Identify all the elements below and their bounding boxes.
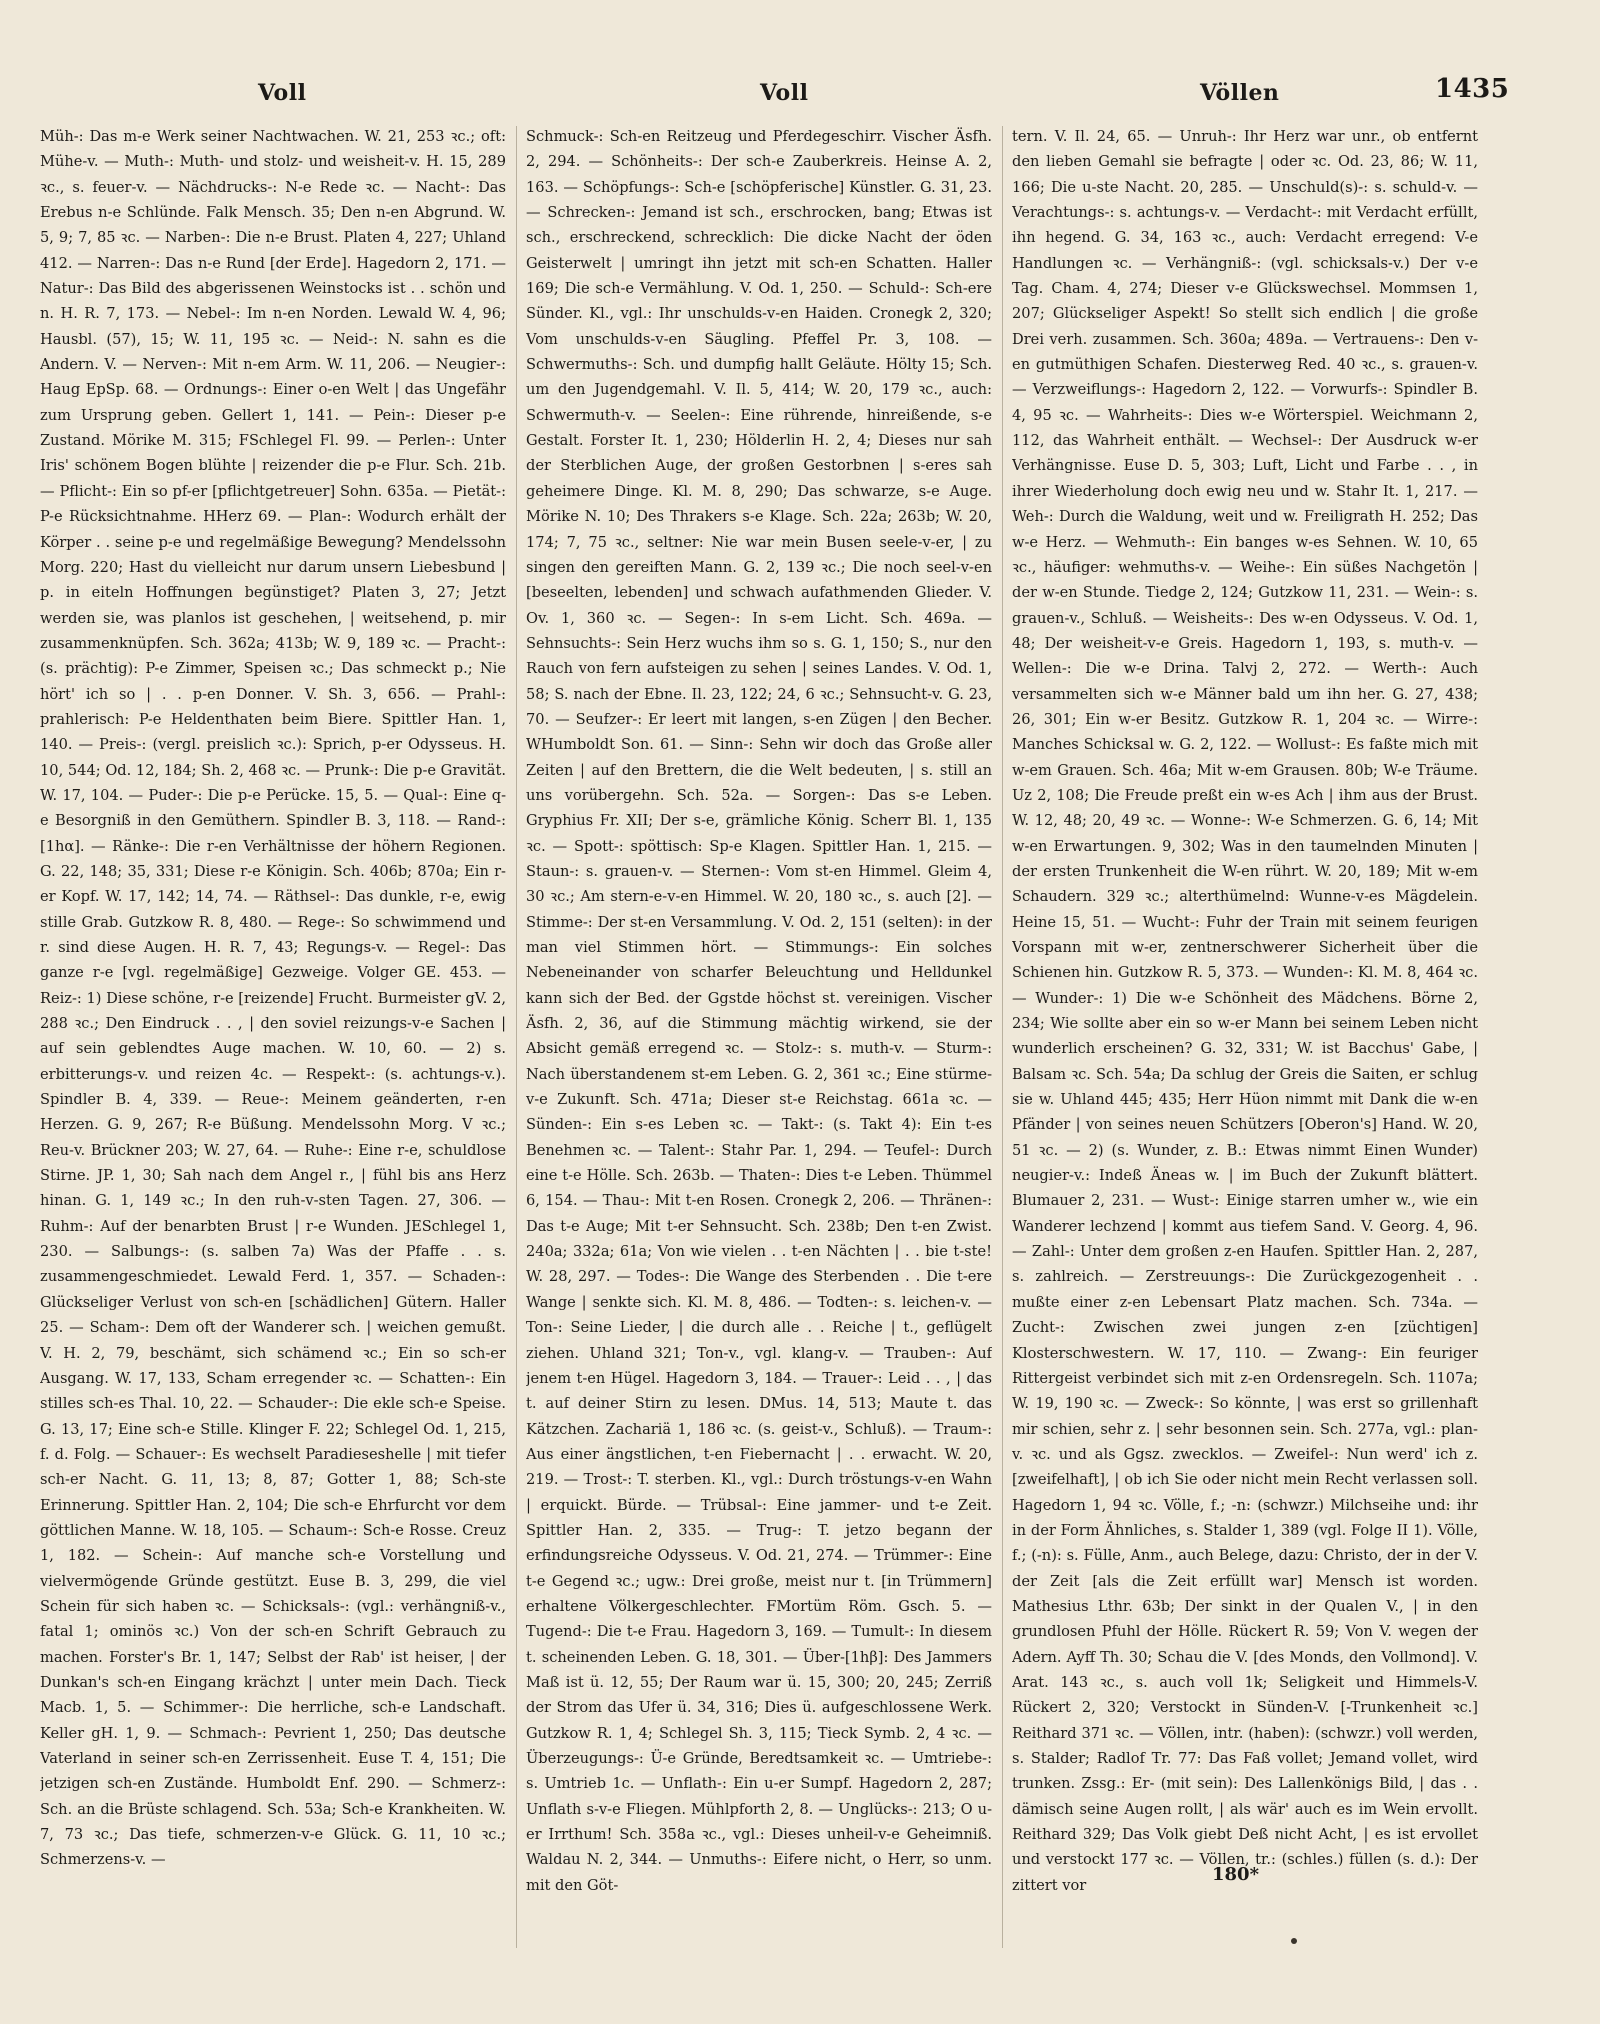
column-2: Schmuck-: Sch-en Reitzeug und Pferdegeschirr. Vischer Äsfh. 2, 294. — Schönheits-: Der sch-e Zauberkreis. Heinse A. 2, 163. — Schöpfungs-: Sch-e [schöpferische] Künstler. G. 31, 23. — Schrecken-: Jemand ist sch., erschrocken, bang; Etwas ist sch., erschreckend, schrecklich: Die dicke Nacht der öden Geisterwelt | umringt ihn jetzt mit sch-en Schatten. Haller 169; Die sch-e Vermählung. V. Od. 1, 250. — Schuld-: Sch-ere Sünder. Kl., vgl.: Ihr unschulds-v-en Haiden. Cronegk 2, 320; Vom unschulds-v-en Säugling. Pfeffel Pr. 3, 108. — Schwermuths-: Sch. und dumpfig hallt Geläute. Hölty 15; Sch. um den Jugendgemahl. V. Il. 5, 414; W. 20, 179 ꝛc., auch: Schwermuth-v. — Seelen-: Eine rührende, hinreißende, s-e Gestalt. Forster It. 1, 230; Hölderlin H. 2, 4; Dieses nur sah der Sterblichen Auge, der großen Gestorbnen | s-eres sah geheimere Dinge. Kl. M. 8, 290; Das schwarze, s-e Auge. Mörike N. 10; Des Thrakers s-e Klage. Sch. 22a; 263b; W. 20, 174; 7, 75 ꝛc., seltner: Nie war mein Busen seele-v-er, | zu singen den gereiften Mann. G. 2, 139 ꝛc.; Die noch seel-v-en [beseelten, lebenden] und schwach aufathmenden Glieder. V. Ov. 1, 360 ꝛc. — Segen-: In s-em Licht. Sch. 469a. — Sehnsuchts-: Sein Herz wuchs ihm so s. G. 1, 150; S., nur den Rauch von fern aufsteigen zu sehen | seines Landes. V. Od. 1, 58; S. nach der Ebne. Il. 23, 122; 24, 6 ꝛc.; Sehnsucht-v. G. 23, 70. — Seufzer-: Er leert mit langen, s-en Zügen | den Becher. WHumboldt Son. 61. — Sinn-: Sehn wir doch das Große aller Zeiten | auf den Brettern, die die Welt bedeuten, | s. still an uns vorübergehn. Sch. 52a. — Sorgen-: Das s-e Leben. Gryphius Fr. XII; Der s-e, grämliche König. Scherr Bl. 1, 135 ꝛc. — Spott-: spöttisch: Sp-e Klagen. Spittler Han. 1, 215. — Staun-: s. grauen-v. — Sternen-: Vom st-en Himmel. Gleim 4, 30 ꝛc.; Am stern-e-v-en Himmel. W. 20, 180 ꝛc., s. auch [2]. — Stimme-: Der st-en Versammlung. V. Od. 2, 151 (selten): in der man viel Stimmen hört. — Stimmungs-: Ein solches Nebeneinander von scharfer Beleuchtung und Helldunkel kann sich der Bed. der Ggstde höchst st. vereinigen. Vischer Äsfh. 2, 36, auf die Stimmung mächtig wirkend, sie der Absicht gemäß erregend ꝛc. — Stolz-: s. muth-v. — Sturm-: Nach überstandenem st-em Leben. G. 2, 361 ꝛc.; Eine stürme-v-e Zukunft. Sch. 471a; Dieser st-e Reichstag. 661a ꝛc. — Sünden-: Ein s-es Leben ꝛc. — Takt-: (s. Takt 4): Ein t-es Benehmen ꝛc. — Talent-: Stahr Par. 1, 294. — Teufel-: Durch eine t-e Hölle. Sch. 263b. — Thaten-: Dies t-e Leben. Thümmel 6, 154. — Thau-: Mit t-en Rosen. Cronegk 2, 206. — Thränen-: Das t-e Auge; Mit t-er Sehnsucht. Sch. 238b; Den t-en Zwist. 240a; 332a; 61a; Von wie vielen . . t-en Nächten | . . bie t-ste! W. 28, 297. — Todes-: Die Wange des Sterbenden . . Die t-ere Wange | senkte sich. Kl. M. 8, 486. — Todten-: s. leichen-v. — Ton-: Seine Lieder, | die durch alle . . Reiche | t., geflügelt ziehen. Uhland 321; Ton-v., vgl. klang-v. — Trauben-: Auf jenem t-en Hügel. Hagedorn 3, 184. — Trauer-: Leid . . , | das t. auf deiner Stirn zu lesen. DMus. 14, 513; Maute t. das Kätzchen. Zachariä 1, 186 ꝛc. (s. geist-v., Schluß). — Traum-: Aus einer ängstlichen, t-en Fiebernacht | . . erwacht. W. 20, 219. — Trost-: T. sterben. Kl., vgl.: Durch tröstungs-v-en Wahn | erquickt. Bürde. — Trübsal-: Eine jammer- und t-e Zeit. Spittler Han. 2, 335. — Trug-: T. jetzo begann der erfindungsreiche Odysseus. V. Od. 21, 274. — Trümmer-: Eine t-e Gegend ꝛc.; ugw.: Drei große, meist nur t. [in Trümmern] erhaltene Völkergeschlechter. FMortüm Röm. Gsch. 5. — Tugend-: Die t-e Frau. Hagedorn 3, 169. — Tumult-: In diesem t. scheinenden Leben. G. 18, 301. — Über-[1hβ]: Des Jammers Maß ist ü. 12, 55; Der Raum war ü. 15, 300; 20, 245; Zerriß der Strom das Ufer ü. 34, 316; Dies ü. aufgeschlossene Werk. Gutzkow R. 1, 4; Schlegel Sh. 3, 115; Tieck Symb. 2, 4 ꝛc. — Überzeugungs-: Ü-e Gründe, Beredtsamkeit ꝛc. — Umtriebe-: s. Umtrieb 1c. — Unflath-: Ein u-er Sumpf. Hagedorn 2, 287; Unflath s-v-e Fliegen. Mühlpforth 2, 8. — Unglücks-: 213; O u-er Irrthum! Sch. 358a ꝛc., vgl.: Dieses unheil-v-e Geheimniß. Waldau N. 2, 344. — Unmuths-: Eifere nicht, o Herr, so unm. mit den Göt- <box>526 128 992 1894</box>
signature-mark: 180* <box>1212 1864 1259 1885</box>
column-1: Müh-: Das m-e Werk seiner Nachtwachen. W. 21, 253 ꝛc.; oft: Mühe-v. — Muth-: Muth- und stolz- und weisheit-v. H. 15, 289 ꝛc., s. feuer-v. — Nächdrucks-: N-e Rede ꝛc. — Nacht-: Das Erebus n-e Schlünde. Falk Mensch. 35; Den n-en Abgrund. W. 5, 9; 7, 85 ꝛc. — Narben-: Die n-e Brust. Platen 4, 227; Uhland 412. — Narren-: Das n-e Rund [der Erde]. Hagedorn 2, 171. — Natur-: Das Bild des abgerissenen Weinstocks ist . . schön und n. H. R. 7, 173. — Nebel-: Im n-en Norden. Lewald W. 4, 96; Hausbl. (57), 15; W. 11, 195 ꝛc. — Neid-: N. sahn es die Andern. V. — Nerven-: Mit n-em Arm. W. 11, 206. — Neugier-: Haug EpSp. 68. — Ordnungs-: Einer o-en Welt | das Ungefähr zum Ursprung geben. Gellert 1, 141. — Pein-: Dieser p-e Zustand. Mörike M. 315; FSchlegel Fl. 99. — Perlen-: Unter Iris' schönem Bogen blühte | reizender die p-e Flur. Sch. 21b. — Pflicht-: Ein so pf-er [pflichtgetreuer] Sohn. 635a. — Pietät-: P-e Rücksichtnahme. HHerz 69. — Plan-: Wodurch erhält der Körper . . seine p-e und regelmäßige Bewegung? Mendelssohn Morg. 220; Hast du vielleicht nur darum unsern Liebesbund | p. in eiteln Hoffnungen begünstiget? Platen 3, 27; Jetzt werden sie, was planlos ist geschehen, | weitsehend, p. mir zusammenknüpfen. Sch. 362a; 413b; W. 9, 189 ꝛc. — Pracht-: (s. prächtig): P-e Zimmer, Speisen ꝛc.; Das schmeckt p.; Nie hört' ich so | . . p-en Donner. V. Sh. 3, 656. — Prahl-: prahlerisch: P-e Heldenthaten beim Biere. Spittler Han. 1, 140. — Preis-: (vergl. preislich ꝛc.): Sprich, p-er Odysseus. H. 10, 544; Od. 12, 184; Sh. 2, 468 ꝛc. — Prunk-: Die p-e Gravität. W. 17, 104. — Puder-: Die p-e Perücke. 15, 5. — Qual-: Eine q-e Besorgniß in den Gemüthern. Spindler B. 3, 118. — Rand-: [1hα]. — Ränke-: Die r-en Verhältnisse der höhern Regionen. G. 22, 148; 35, 331; Diese r-e Königin. Sch. 406b; 870a; Ein r-er Kopf. W. 17, 142; 14, 74. — Räthsel-: Das dunkle, r-e, ewig stille Grab. Gutzkow R. 8, 480. — Rege-: So schwimmend und r. sind diese Augen. H. R. 7, 43; Regungs-v. — Regel-: Das ganze r-e [vgl. regelmäßige] Gezweige. Volger GE. 453. — Reiz-: 1) Diese schöne, r-e [reizende] Frucht. Burmeister gV. 2, 288 ꝛc.; Den Eindruck . . , | den soviel reizungs-v-e Sachen | auf sein geblendtes Auge machen. W. 10, 60. — 2) s. erbitterungs-v. und reizen 4c. — Respekt-: (s. achtungs-v.). Spindler B. 4, 339. — Reue-: Meinem geänderten, r-en Herzen. G. 9, 267; R-e Büßung. Mendelssohn Morg. V ꝛc.; Reu-v. Brückner 203; W. 27, 64. — Ruhe-: Eine r-e, schuldlose Stirne. JP. 1, 30; Sah nach dem Angel r., | fühl bis ans Herz hinan. G. 1, 149 ꝛc.; In den ruh-v-sten Tagen. 27, 306. — Ruhm-: Auf der benarbten Brust | r-e Wunden. JESchlegel 1, 230. — Salbungs-: (s. salben 7a) Was der Pfaffe . . s. zusammengeschmiedet. Lewald Ferd. 1, 357. — Schaden-: Glückseliger Verlust von sch-en [schädlichen] Gütern. Haller 25. — Scham-: Dem oft der Wanderer sch. | weichen gemußt. V. H. 2, 79, beschämt, sich schämend ꝛc.; Ein so sch-er Ausgang. W. 17, 133, Scham erregender ꝛc. — Schatten-: Ein stilles sch-es Thal. 10, 22. — Schauder-: Die ekle sch-e Speise. G. 13, 17; Eine sch-e Stille. Klinger F. 22; Schlegel Od. 1, 215, f. d. Folg. — Schauer-: Es wechselt Paradieseshelle | mit tiefer sch-er Nacht. G. 11, 13; 8, 87; Gotter 1, 88; Sch-ste Erinnerung. Spittler Han. 2, 104; Die sch-e Ehrfurcht vor dem göttlichen Manne. W. 18, 105. — Schaum-: Sch-e Rosse. Creuz 1, 182. — Schein-: Auf manche sch-e Vorstellung und vielvermögende Gründe gestützt. Euse B. 3, 299, die viel Schein für sich haben ꝛc. — Schicksals-: (vgl.: verhängniß-v., fatal 1; ominös ꝛc.) Von der sch-en Schrift Gebrauch zu machen. Forster's Br. 1, 147; Selbst der Rab' ist heiser, | der Dunkan's sch-en Eingang krächzt | unter mein Dach. Tieck Macb. 1, 5. — Schimmer-: Die herrliche, sch-e Landschaft. Keller gH. 1, 9. — Schmach-: Pevrient 1, 250; Das deutsche Vaterland in seiner sch-en Zerrissenheit. Euse T. 4, 151; Die jetzigen sch-en Zustände. Humboldt Enf. 290. — Schmerz-: Sch. an die Brüste schlagend. Sch. 53a; Sch-e Krankheiten. W. 7, 73 ꝛc.; Das tiefe, schmerzen-v-e Glück. G. 11, 10 ꝛc.; Schmerzens-v. — <box>40 128 506 1869</box>
column-divider <box>516 126 517 1948</box>
header-left-catchword: Voll <box>258 80 307 106</box>
column-3: tern. V. Il. 24, 65. — Unruh-: Ihr Herz war unr., ob entfernt den lieben Gemahl sie befragte | oder ꝛc. Od. 23, 86; W. 11, 166; Die u-ste Nacht. 20, 285. — Unschuld(s)-: s. schuld-v. — Verachtungs-: s. achtungs-v. — Verdacht-: mit Verdacht erfüllt, ihn hegend. G. 34, 163 ꝛc., auch: Verdacht erregend: V-e Handlungen ꝛc. — Verhängniß-: (vgl. schicksals-v.) Der v-e Tag. Cham. 4, 274; Dieser v-e Glückswechsel. Mommsen 1, 207; Glückseliger Aspekt! So stellt sich endlich | die große Drei verh. zusammen. Sch. 360a; 489a. — Vertrauens-: Den v-en gutmüthigen Schafen. Diesterweg Red. 40 ꝛc., s. grauen-v. — Verzweiflungs-: Hagedorn 2, 122. — Vorwurfs-: Spindler B. 4, 95 ꝛc. — Wahrheits-: Dies w-e Wörterspiel. Weichmann 2, 112, das Wahrheit enthält. — Wechsel-: Der Ausdruck w-er Verhängnisse. Euse D. 5, 303; Luft, Licht und Farbe . . , in ihrer Wiederholung doch ewig neu und w. Stahr It. 1, 217. — Weh-: Durch die Waldung, weit und w. Freiligrath H. 252; Das w-e Herz. — Wehmuth-: Ein banges w-es Sehnen. W. 10, 65 ꝛc., häufiger: wehmuths-v. — Weihe-: Ein süßes Nachgetön | der w-en Stunde. Tiedge 2, 124; Gutzkow 11, 231. — Wein-: s. grauen-v., Schluß. — Weisheits-: Des w-en Odysseus. V. Od. 1, 48; Der weisheit-v-e Greis. Hagedorn 1, 193, s. muth-v. — Wellen-: Die w-e Drina. Talvj 2, 272. — Werth-: Auch versammelten sich w-e Männer bald um ihn her. G. 27, 438; 26, 301; Ein w-er Besitz. Gutzkow R. 1, 204 ꝛc. — Wirre-: Manches Schicksal w. G. 2, 122. — Wollust-: Es faßte mich mit w-em Grauen. Sch. 46a; Mit w-em Grausen. 80b; W-e Träume. Uz 2, 108; Die Freude preßt ein w-es Ach | ihm aus der Brust. W. 12, 48; 20, 49 ꝛc. — Wonne-: W-e Schmerzen. G. 6, 14; Mit w-en Erwartungen. 9, 302; Was in den taumelnden Minuten | der ersten Trunkenheit die W-en rührt. W. 20, 189; Mit w-em Schaudern. 329 ꝛc.; alterthümelnd: Wunne-v-es Mägdelein. Heine 15, 51. — Wucht-: Fuhr der Train mit seinem feurigen Vorspann mit w-er, zentnerschwerer Sicherheit über die Schienen hin. Gutzkow R. 5, 373. — Wunden-: Kl. M. 8, 464 ꝛc. — Wunder-: 1) Die w-e Schönheit des Mädchens. Börne 2, 234; Wie sollte aber ein so w-er Mann bei seinem Leben nicht wunderlich erscheinen? G. 32, 331; W. ist Bacchus' Gabe, | Balsam ꝛc. Sch. 54a; Da schlug der Greis die Saiten, er schlug sie w. Uhland 445; 435; Herr Hüon nimmt mit Dank die w-en Pfänder | von seines neuen Schützers [Oberon's] Hand. W. 20, 51 ꝛc. — 2) (s. Wunder, z. B.: Etwas nimmt Einen Wunder) neugier-v.: Indeß Äneas w. | im Buch der Zukunft blättert. Blumauer 2, 231. — Wust-: Einige starren umher w., wie ein Wanderer lechzend | kommt aus tiefem Sand. V. Georg. 4, 96. — Zahl-: Unter dem großen z-en Haufen. Spittler Han. 2, 287, s. zahlreich. — Zerstreuungs-: Die Zurückgezogenheit . . mußte einer z-en Lebensart Platz machen. Sch. 734a. — Zucht-: Zwischen zwei jungen z-en [züchtigen] Klosterschwestern. W. 17, 110. — Zwang-: Ein feuriger Rittergeist verbindet sich mit z-en Ordensregeln. Sch. 1107a; W. 19, 190 ꝛc. — Zweck-: So könnte, | was erst so grillenhaft mir schien, sehr z. | sehr besonnen sein. Sch. 277a, vgl.: plan-v. ꝛc. und als Ggsz. zwecklos. — Zweifel-: Nun werd' ich z. [zweifelhaft], | ob ich Sie oder nicht mein Recht verlassen soll. Hagedorn 1, 94 ꝛc. Völle, f.; -n: (schwzr.) Milchseihe und: ihr in der Form Ähnliches, s. Stalder 1, 389 (vgl. Folge II 1). Völle, f.; (-n): s. Fülle, Anm., auch Belege, dazu: Christo, der in der V. der Zeit [als die Zeit erfüllt war] Mensch ist worden. Mathesius Lthr. 63b; Der sinkt in der Qualen V., | in den grundlosen Pfuhl der Hölle. Rückert R. 59; Von V. wegen der Adern. Ayff Th. 30; Schau die V. [des Monds, den Vollmond]. V. Arat. 143 ꝛc., s. auch voll 1k; Seligkeit und Himmels-V. Rückert 2, 320; Verstockt in Sünden-V. [-Trunkenheit ꝛc.] Reithard 371 ꝛc. — Völlen, intr. (haben): (schwzr.) voll werden, s. Stalder; Radlof Tr. 77: Das Faß vollet; Jemand vollet, wird trunken. Zssg.: Er- (mit sein): Des Lallenkönigs Bild, | das . . dämisch seine Augen rollt, | als wär' auch es im Wein ervollt. Reithard 329; Das Volk giebt Deß nicht Acht, | es ist ervollet und verstockt 177 ꝛc. — Völlen, tr.: (schles.) füllen (s. d.): Der zittert vor <box>1012 128 1478 1894</box>
running-header <box>40 72 1510 112</box>
header-center-catchword: Voll <box>760 80 809 106</box>
header-right-catchword: Völlen <box>1200 80 1280 106</box>
ink-dot <box>1291 1938 1297 1944</box>
page-number: 1435 <box>1435 74 1510 104</box>
text-columns <box>40 124 1478 1954</box>
column-divider <box>1002 126 1003 1948</box>
